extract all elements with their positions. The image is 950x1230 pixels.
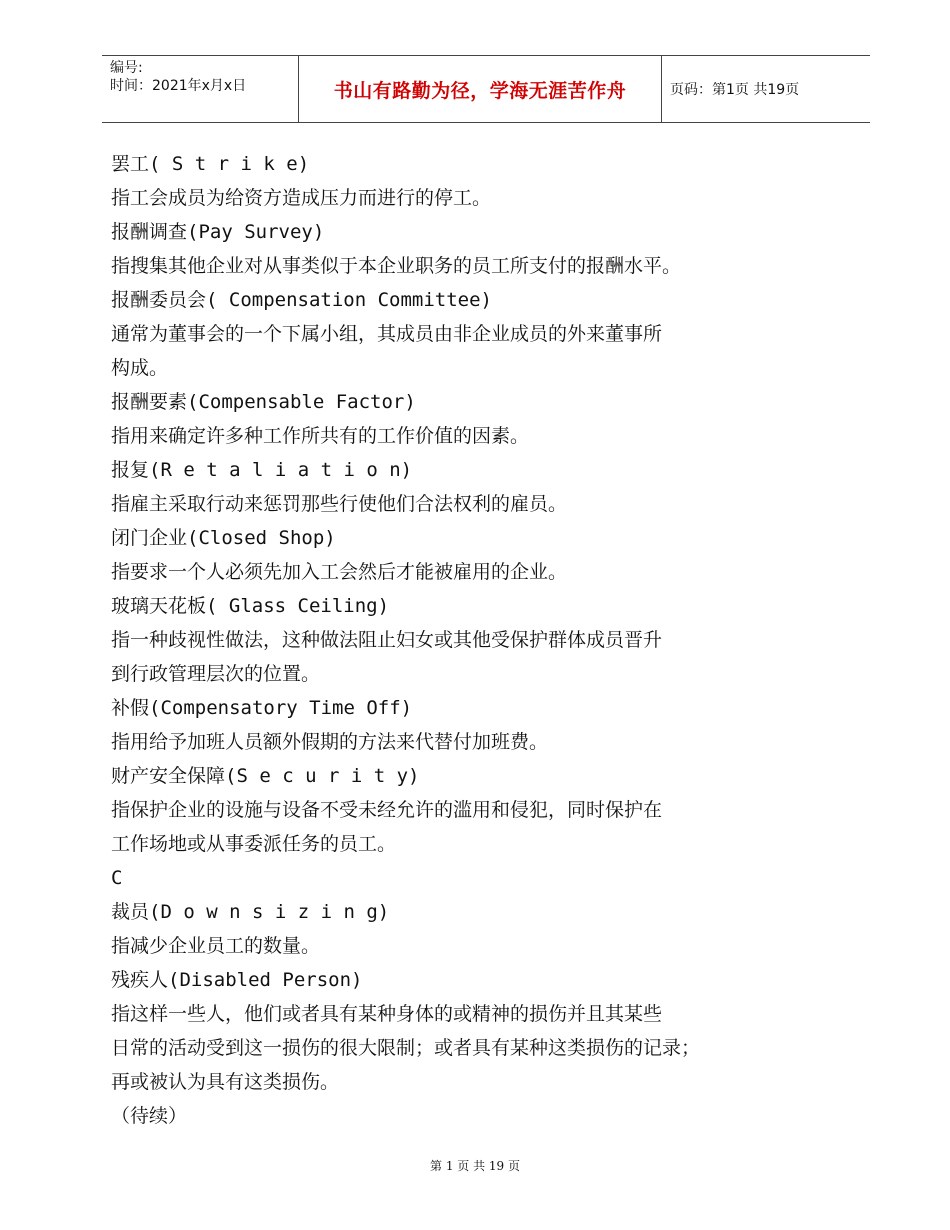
term-strike: 罢工( S t r i k e): [111, 153, 310, 175]
definition-disabled-person-cont: 日常的活动受到这一损伤的很大限制；或者具有某种这类损伤的记录；: [111, 1037, 701, 1059]
term-retaliation: 报复(R e t a l i a t i o n): [111, 459, 413, 481]
footer-page-number: 第 1 页 共 19 页: [430, 1159, 520, 1173]
definition-compensation-committee: 通常为董事会的一个下属小组，其成员由非企业成员的外来董事所: [111, 323, 663, 345]
definition-disabled-person-end: 再或被认为具有这类损伤。: [111, 1071, 340, 1093]
term-compensable-factor: 报酬要素(Compensable Factor): [111, 391, 416, 413]
definition-closed-shop: 指要求一个人必须先加入工会然后才能被雇用的企业。: [111, 561, 568, 583]
definition-compensable-factor: 指用来确定许多种工作所共有的工作价值的因素。: [111, 425, 530, 447]
term-pay-survey: 报酬调查(Pay Survey): [111, 221, 325, 243]
header-motto: 书山有路勤为径，学海无涯苦作舟: [333, 79, 627, 102]
section-letter: C: [111, 867, 123, 889]
definition-glass-ceiling: 指一种歧视性做法，这种做法阻止妇女或其他受保护群体成员晋升: [111, 629, 663, 651]
header-page-cell: [660, 56, 870, 122]
header-motto-cell: [298, 56, 662, 122]
document-number-label: 编号:: [110, 60, 143, 76]
definition-security: 指保护企业的设施与设备不受未经允许的滥用和侵犯，同时保护在: [111, 799, 663, 821]
term-compensation-committee: 报酬委员会( Compensation Committee): [111, 289, 492, 311]
definition-retaliation: 指雇主采取行动来惩罚那些行使他们合法权利的雇员。: [111, 493, 568, 515]
definition-disabled-person: 指这样一些人，他们或者具有某种身体的或精神的损伤并且其某些: [111, 1003, 663, 1025]
definition-security-cont: 工作场地或从事委派任务的员工。: [111, 833, 397, 855]
document-body: [111, 147, 831, 1133]
to-be-continued: （待续）: [111, 1105, 188, 1127]
definition-downsizing: 指减少企业员工的数量。: [111, 935, 321, 957]
term-disabled-person: 残疾人(Disabled Person): [111, 969, 363, 991]
term-closed-shop: 闭门企业(Closed Shop): [111, 527, 336, 549]
definition-strike: 指工会成员为给资方造成压力而进行的停工。: [111, 187, 492, 209]
page-header: [102, 55, 870, 123]
term-glass-ceiling: 玻璃天花板( Glass Ceiling): [111, 595, 390, 617]
page-footer: [0, 1157, 950, 1174]
header-meta: [102, 56, 298, 122]
definition-compensatory-time-off: 指用给予加班人员额外假期的方法来代替付加班费。: [111, 731, 549, 753]
header-page-info: 页码：第1页 共19页: [670, 82, 800, 98]
term-downsizing: 裁员(D o w n s i z i n g): [111, 901, 390, 923]
term-compensatory-time-off: 补假(Compensatory Time Off): [111, 697, 413, 719]
definition-compensation-committee-cont: 构成。: [111, 357, 169, 379]
term-security: 财产安全保障(S e c u r i t y): [111, 765, 420, 787]
document-time: 时间：2021年x月x日: [110, 78, 247, 94]
definition-pay-survey: 指搜集其他企业对从事类似于本企业职务的员工所支付的报酬水平。: [111, 255, 682, 277]
definition-glass-ceiling-cont: 到行政管理层次的位置。: [111, 663, 321, 685]
